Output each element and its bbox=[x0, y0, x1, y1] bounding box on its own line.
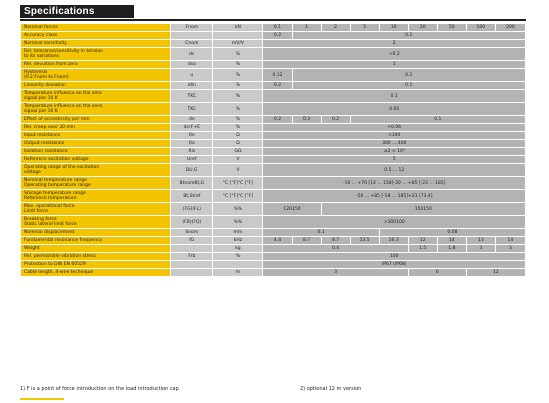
section-title: Specifications bbox=[20, 5, 134, 18]
row-value: 0.2 bbox=[263, 32, 292, 40]
row-label: Max. operational force Limit force bbox=[21, 203, 171, 216]
row-value: 12 bbox=[408, 237, 437, 245]
footnote: 1) F is a point of force introduction on the load introduction cap bbox=[20, 386, 179, 392]
row-label: Protection to DIN EN 60529 bbox=[21, 261, 171, 269]
row-label: Weight bbox=[21, 245, 171, 253]
row-label: Rel. creep over 30 min bbox=[21, 124, 171, 132]
row-unit: % bbox=[213, 48, 263, 61]
table-row bbox=[21, 177, 526, 190]
table-row bbox=[21, 164, 526, 177]
row-value: 3 bbox=[495, 245, 525, 253]
row-symbol: fG bbox=[171, 237, 213, 245]
row-value: 0.2 bbox=[263, 116, 292, 124]
specifications-table bbox=[20, 23, 526, 277]
row-value: 0.1 bbox=[263, 229, 379, 237]
row-value: 0.3 bbox=[292, 116, 321, 124]
row-symbol: TKC bbox=[171, 90, 213, 103]
row-unit: kN bbox=[213, 24, 263, 32]
row-value: 8.7 bbox=[321, 237, 350, 245]
row-value: <340 bbox=[263, 132, 526, 140]
table-row bbox=[21, 203, 526, 216]
row-value: 3 bbox=[466, 245, 495, 253]
row-unit: kHz bbox=[213, 237, 263, 245]
table-row bbox=[21, 253, 526, 261]
row-label: Cable length, 4-wire technique bbox=[21, 269, 171, 277]
row-symbol: Fnom bbox=[171, 24, 213, 32]
row-value: 300 ... 400 bbox=[263, 140, 526, 148]
table-row bbox=[21, 40, 526, 48]
row-symbol: dc bbox=[171, 48, 213, 61]
row-unit bbox=[213, 261, 263, 269]
row-label: Temperature influence on the sens. signal per 10 K bbox=[21, 103, 171, 116]
table-row bbox=[21, 90, 526, 103]
row-value: 200 bbox=[495, 24, 525, 32]
row-value: 13 bbox=[466, 237, 495, 245]
row-symbol bbox=[171, 32, 213, 40]
row-symbol: (FG)(FL) bbox=[171, 203, 213, 216]
row-unit: Ω bbox=[213, 140, 263, 148]
row-unit: °C [°F]°C [°F] bbox=[213, 190, 263, 203]
table-row bbox=[21, 156, 526, 164]
row-label: Operating range of the excitation voltage bbox=[21, 164, 171, 177]
row-value: -10 ... +70 [14 ... 158]-30 ... +85 [-22 ... 185] bbox=[263, 177, 526, 190]
row-symbol: Snom bbox=[171, 229, 213, 237]
row-unit: % bbox=[213, 253, 263, 261]
row-label: Nominal displacement bbox=[21, 229, 171, 237]
table-row bbox=[21, 245, 526, 253]
row-symbol: Frb bbox=[171, 253, 213, 261]
row-symbol: Re bbox=[171, 132, 213, 140]
row-label: Rel. permissible vibration stress bbox=[21, 253, 171, 261]
row-label: Fundamental resonance frequency bbox=[21, 237, 171, 245]
row-value: 1 bbox=[263, 61, 526, 69]
row-value: 0.12 bbox=[263, 69, 292, 82]
row-value: 0.2 bbox=[263, 82, 292, 90]
row-value: 5 bbox=[350, 24, 379, 32]
row-label: Rel. deviation from zero bbox=[21, 61, 171, 69]
row-symbol bbox=[171, 261, 213, 269]
row-label: Breaking force Static lateral limit force bbox=[21, 216, 171, 229]
row-symbol: TKC bbox=[171, 103, 213, 116]
row-unit: V bbox=[213, 156, 263, 164]
row-label: Input resistance bbox=[21, 132, 171, 140]
row-label: Output resistance bbox=[21, 140, 171, 148]
row-symbol bbox=[171, 245, 213, 253]
table-row bbox=[21, 261, 526, 269]
row-value: 0.05 bbox=[263, 103, 526, 116]
row-value: 0.2 bbox=[321, 116, 350, 124]
row-value: 14 bbox=[437, 237, 466, 245]
row-value: >300100 bbox=[263, 216, 526, 229]
table-row bbox=[21, 32, 526, 40]
row-symbol: Bt,Stref bbox=[171, 190, 213, 203]
row-value: 0.4 bbox=[263, 245, 408, 253]
row-value: IP67 (IP68) bbox=[263, 261, 526, 269]
row-value: 0.08 bbox=[379, 229, 525, 237]
row-value: 10 bbox=[379, 24, 408, 32]
row-unit: mm bbox=[213, 229, 263, 237]
row-unit: mV/V bbox=[213, 40, 263, 48]
row-label: Nominal forces bbox=[21, 24, 171, 32]
row-value: 120150 bbox=[263, 203, 321, 216]
table-row bbox=[21, 216, 526, 229]
table-row bbox=[21, 132, 526, 140]
table-row bbox=[21, 61, 526, 69]
row-label: Storage temperature range Reference temperature bbox=[21, 190, 171, 203]
row-value: 1.8 bbox=[437, 245, 466, 253]
row-unit: kg bbox=[213, 245, 263, 253]
title-rule bbox=[20, 19, 526, 21]
row-symbol: dlin bbox=[171, 82, 213, 90]
row-unit: %% bbox=[213, 203, 263, 216]
row-value: 3 bbox=[263, 269, 408, 277]
row-unit: °C [°F]°C [°F] bbox=[213, 177, 263, 190]
row-symbol: Ra bbox=[171, 140, 213, 148]
row-unit: %% bbox=[213, 216, 263, 229]
row-unit: % bbox=[213, 61, 263, 69]
table-row bbox=[21, 116, 526, 124]
row-value: 8.7 bbox=[292, 237, 321, 245]
row-value: 12 bbox=[466, 269, 525, 277]
row-value: 1.5 bbox=[408, 245, 437, 253]
row-value: 13.5 bbox=[350, 237, 379, 245]
row-value: 0.1 bbox=[263, 90, 526, 103]
row-unit: % bbox=[213, 116, 263, 124]
table-row bbox=[21, 190, 526, 203]
table-row bbox=[21, 24, 526, 32]
row-value: 0.1 bbox=[292, 32, 525, 40]
row-value: ≥2 × 10⁹ bbox=[263, 148, 526, 156]
row-value: 14 bbox=[495, 237, 525, 245]
row-value: 6 bbox=[408, 269, 466, 277]
row-value: 5 bbox=[263, 156, 526, 164]
row-unit: Ω bbox=[213, 132, 263, 140]
row-value: 0.1 bbox=[292, 69, 525, 82]
row-value: 2 bbox=[321, 24, 350, 32]
row-value: 16.3 bbox=[379, 237, 408, 245]
row-value: 20 bbox=[408, 24, 437, 32]
row-label: Linearity deviation bbox=[21, 82, 171, 90]
row-symbol: Uref bbox=[171, 156, 213, 164]
row-value: <0.06 bbox=[263, 124, 526, 132]
row-symbol: BU,G bbox=[171, 164, 213, 177]
row-value: 100 bbox=[466, 24, 495, 32]
row-label: Isolation resistance bbox=[21, 148, 171, 156]
row-value: 50 bbox=[437, 24, 466, 32]
row-symbol: BtnomBt,G bbox=[171, 177, 213, 190]
table-row bbox=[21, 140, 526, 148]
row-value: -50 ... +85 [-58 ... 185]+23 [73.4] bbox=[263, 190, 526, 203]
row-symbol: de bbox=[171, 116, 213, 124]
row-label: Reference excitation voltage bbox=[21, 156, 171, 164]
row-value: 0.1 bbox=[292, 82, 525, 90]
table-row bbox=[21, 82, 526, 90]
row-label: Nominal temperature range Operating temperature range bbox=[21, 177, 171, 190]
table-row bbox=[21, 103, 526, 116]
row-label: Temperature influence on the zero signal per 10 K bbox=[21, 90, 171, 103]
row-value: 0.5 ... 12 bbox=[263, 164, 526, 177]
row-unit: % bbox=[213, 103, 263, 116]
footer-rule bbox=[20, 398, 64, 400]
row-unit: % bbox=[213, 124, 263, 132]
table-row bbox=[21, 148, 526, 156]
row-symbol: dso bbox=[171, 61, 213, 69]
row-symbol: u bbox=[171, 69, 213, 82]
row-value: 1 bbox=[292, 24, 321, 32]
row-label: Rel. tolerance/sensitivity in tension to its variations bbox=[21, 48, 171, 61]
row-label: Effect of eccentricity per mm bbox=[21, 116, 171, 124]
row-symbol: dcrF+E bbox=[171, 124, 213, 132]
row-unit: % bbox=[213, 90, 263, 103]
row-value: 2 bbox=[263, 40, 526, 48]
row-value: <0.2 bbox=[263, 48, 526, 61]
row-symbol bbox=[171, 269, 213, 277]
row-value: 0.1 bbox=[350, 116, 525, 124]
table-row bbox=[21, 237, 526, 245]
table-row bbox=[21, 269, 526, 277]
table-row bbox=[21, 124, 526, 132]
row-symbol: (FB)(FQ) bbox=[171, 216, 213, 229]
row-value: 0.1 bbox=[263, 24, 292, 32]
row-symbol: Cnom bbox=[171, 40, 213, 48]
row-label: Hysteresis (0.2 Fnom to Fnom) bbox=[21, 69, 171, 82]
row-unit: m bbox=[213, 269, 263, 277]
row-unit bbox=[213, 32, 263, 40]
table-row bbox=[21, 229, 526, 237]
row-value: 100 bbox=[263, 253, 526, 261]
footnote-optional: 2) optional 12 m version bbox=[300, 386, 362, 392]
row-unit: % bbox=[213, 82, 263, 90]
table-row bbox=[21, 69, 526, 82]
row-value: 4.4 bbox=[263, 237, 292, 245]
table-row bbox=[21, 48, 526, 61]
row-label: Nominal sensitivity bbox=[21, 40, 171, 48]
row-unit: % bbox=[213, 69, 263, 82]
row-symbol: Ris bbox=[171, 148, 213, 156]
row-label: Accuracy class bbox=[21, 32, 171, 40]
row-unit: GΩ bbox=[213, 148, 263, 156]
row-unit: V bbox=[213, 164, 263, 177]
row-value: 150150 bbox=[321, 203, 525, 216]
